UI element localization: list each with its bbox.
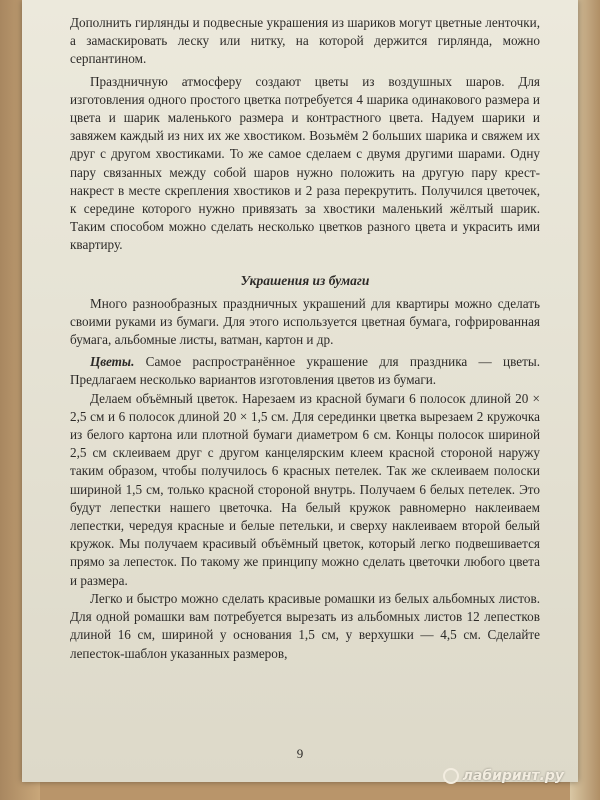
book-page (22, 0, 578, 782)
flowers-term: Цветы. (90, 354, 135, 370)
paragraph-paper-intro: Много разнообразных праздничных украшений для квартиры можно сделать своими руками из бумаги. Для этого используется цветная бумага, гофрированная бумага, альбомные листы, ватман, картон и др. (70, 295, 540, 348)
section-title: Украшения из бумаги (240, 272, 370, 288)
paragraph-balloon-flowers: Праздничную атмосферу создают цветы из воздушных шаров. Для изготовления одного простого цветка потребуется 4 шарика одинакового размера и цвета и шарик маленького размера и контрастного цвета. Надуем шарики и завяжем каждый из них их же хвостиком. Возьмём 2 больших шарика и свяжем их друг с другом хвостиками. То же самое сделаем с двумя другими шарами. Одну пару связанных между собой шаров нужно положить на другую пару крест-накрест в месте скрепления хвостиков и 2 раза перекрутить. Получился цветочек, к середине которого нужно привязать за хвостики маленький жёлтый шарик. Таким способом можно сделать несколько цветков разного цвета и украсить ими квартиру. (70, 73, 540, 253)
labirint-logo-icon (443, 768, 459, 784)
paragraph-daisies: Легко и быстро можно сделать красивые ромашки из белых альбомных листов. Для одной ромашки вам потребуется вырезать из альбомных листов 12 лепестков длиной 16 см, шириной у основания 1,5 см, у верхушки — 4,5 см. Сделайте лепесток-шаблон указанных размеров, (70, 590, 540, 661)
page-number: 9 (296, 746, 304, 761)
paragraph-volume-flower: Делаем объёмный цветок. Нарезаем из красной бумаги 6 полосок длиной 20 × 2,5 см и 6 полосок длиной 20 × 1,5 см. Для серединки цветка вырезаем 2 кружочка из белого картона или плотной бумаги диаметром 6 см. Концы полосок шириной 2,5 см склеиваем друг с другом канцелярским клеем красной стороной наружу таким образом, чтобы получилось 6 красных петелек. Так же склеиваем полоски шириной 1,5 см, только красной стороной внутрь. Получаем 6 белых петелек. Это будут лепестки нашего цветочка. На белый кружок равномерно наклеиваем лепестки, чередуя красные и белые петельки, и сверху наклеиваем второй белый кружок. Мы получаем красивый объёмный цветок, который легко подвешивается прямо за лепесток. По такому же принципу можно сделать цветочки любого цвета и размера. (70, 390, 540, 588)
flowers-text: Самое распространённое украшение для праздника — цветы. Предлагаем несколько вариантов изготовления цветов из бумаги. (70, 354, 540, 388)
watermark-text: лабиринт.ру (462, 768, 564, 784)
watermark (443, 768, 564, 784)
paragraph-garlands: Дополнить гирлянды и подвесные украшения из шариков могут цветные ленточки, а замаскировать леску или нитку, на которой держится гирлянда, можно серпантином. (70, 15, 540, 67)
paragraph-flowers (70, 353, 540, 389)
page-content (70, 14, 540, 663)
